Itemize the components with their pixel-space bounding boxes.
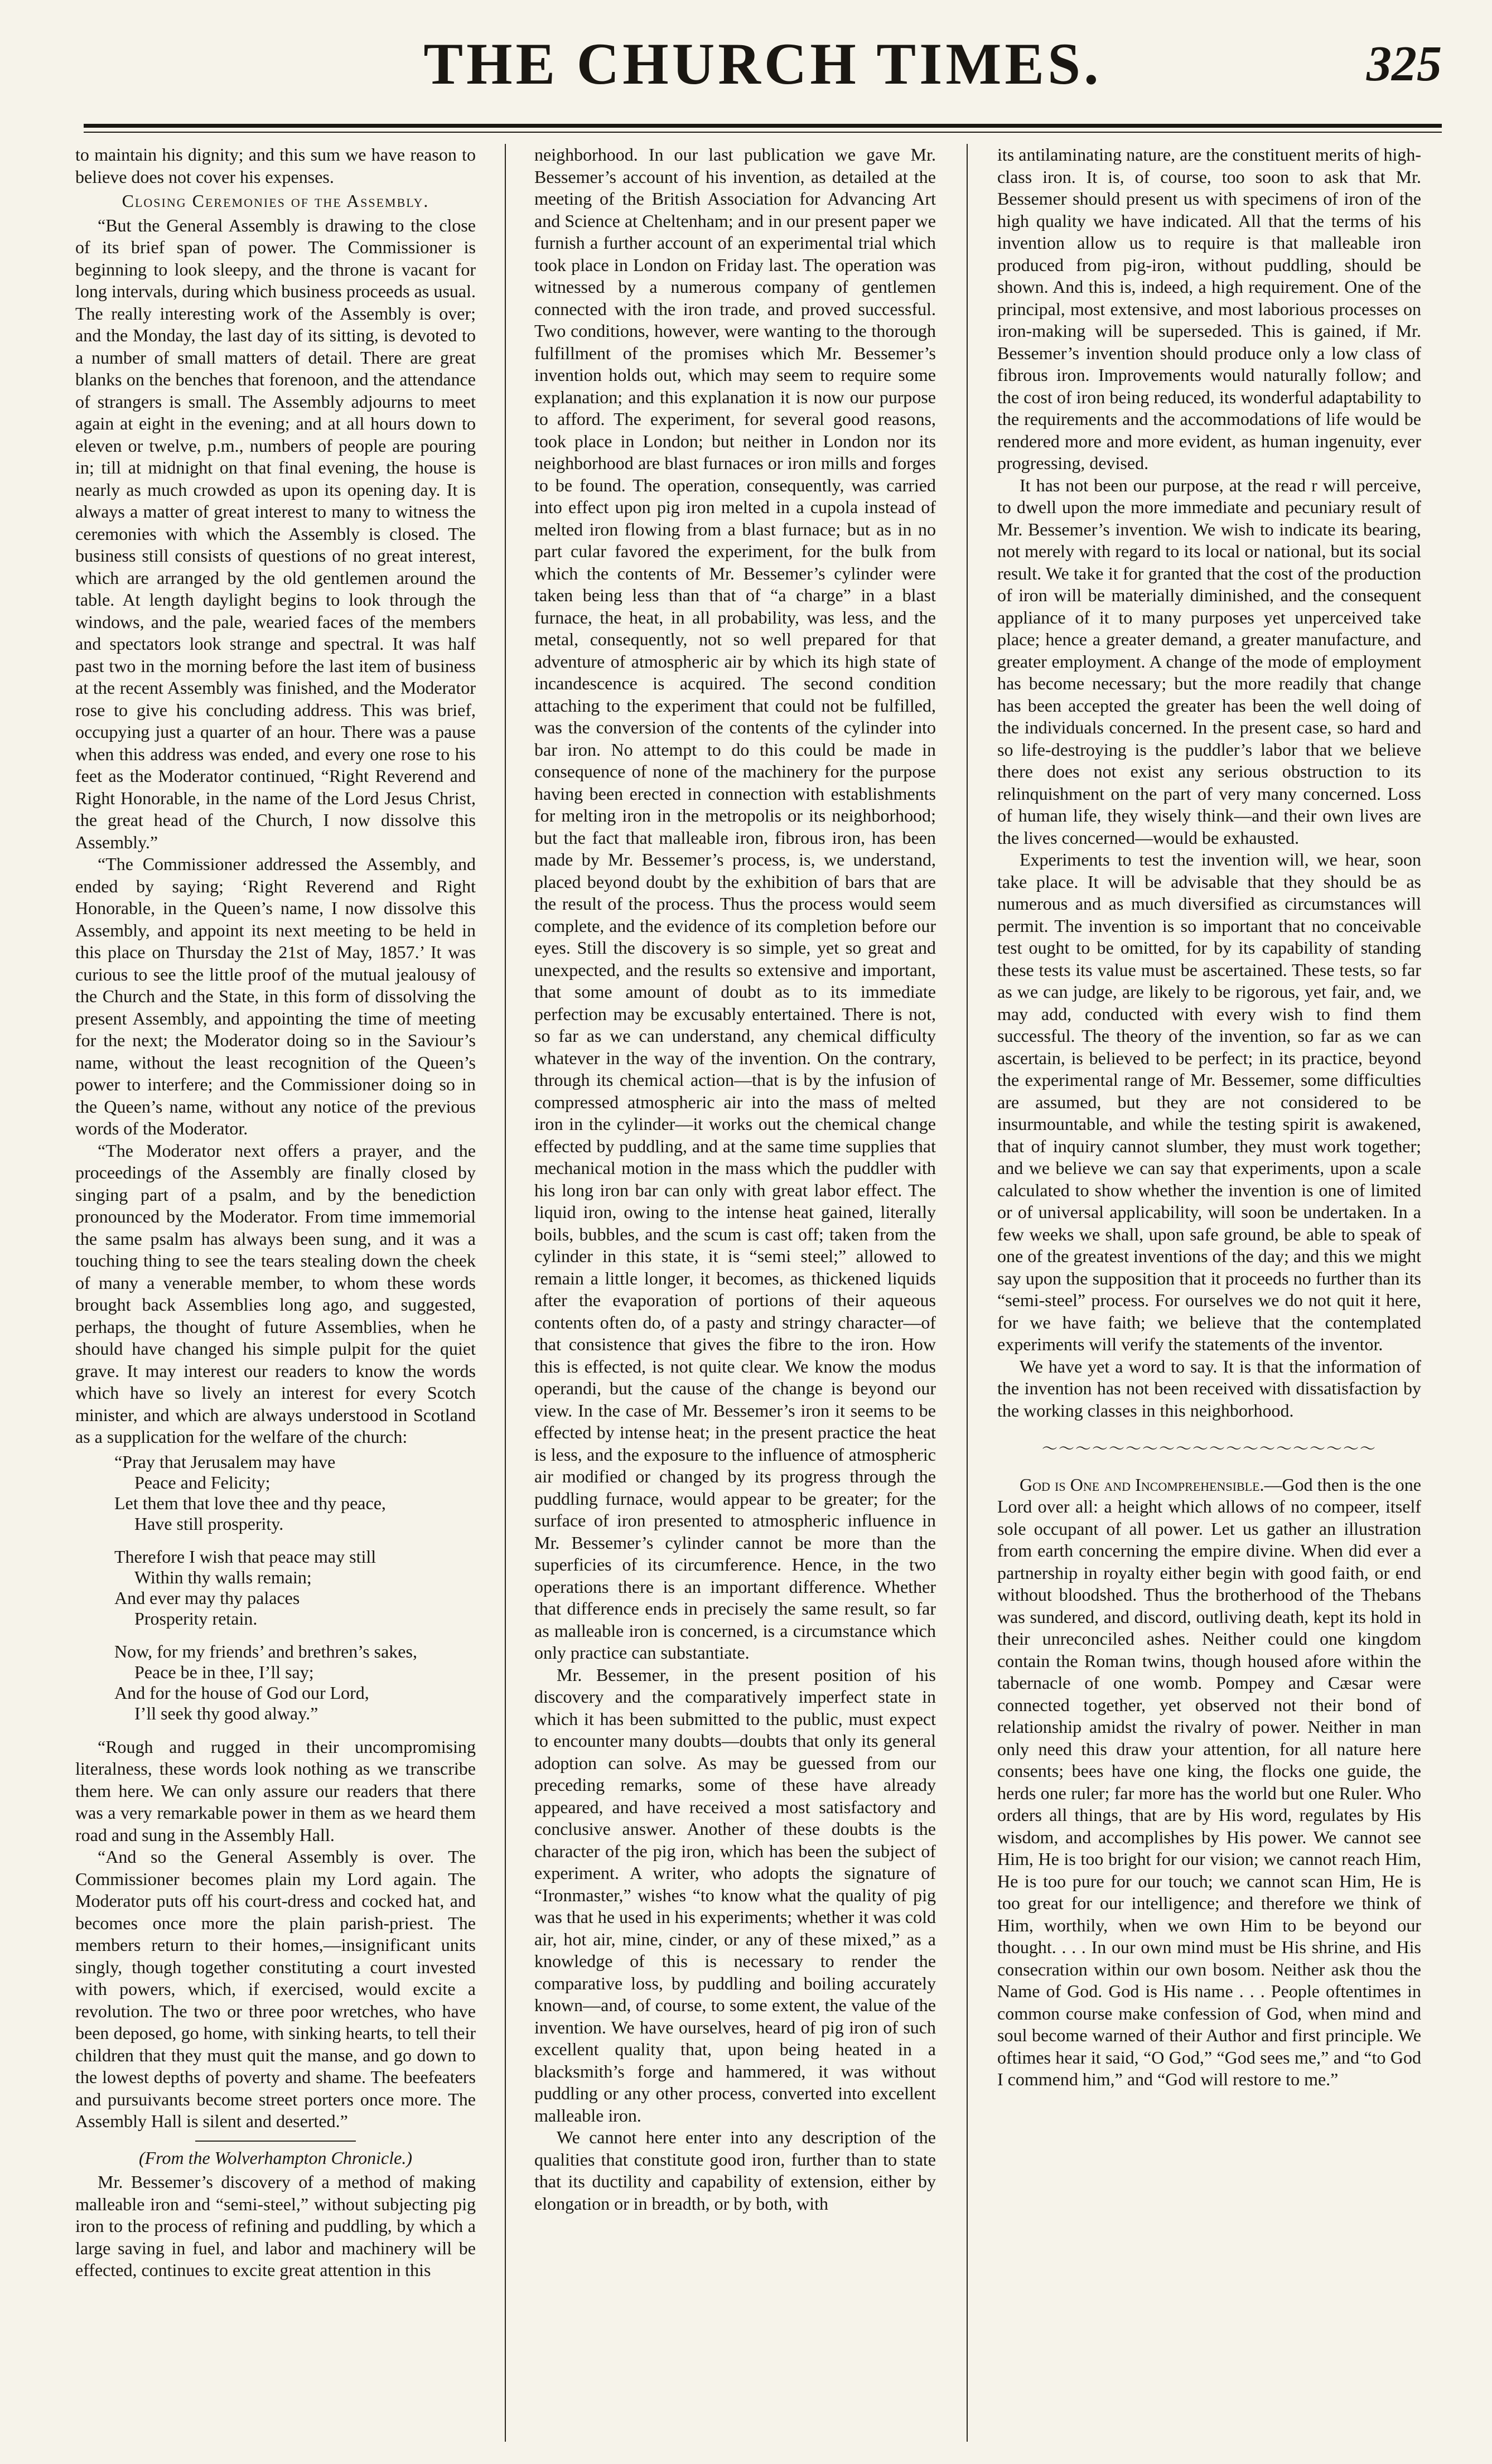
verse-line: Peace be in thee, I’ll say;: [134, 1661, 314, 1682]
paragraph: “The Moderator next offers a prayer, and the proceedings of the Assembly are finally closed by singing part of a psalm, and by the benediction pronounced by the Moderator. From time immemorial the same psalm has always been sung, and it was a touching thing to see the tears stealing down the cheek of many a venerable member, to whom these words brought back Assemblies long ago, and suggested, perhaps, the thought of future Assemblies, when he should have changed his simple pulpit for the quiet grave. It may interest our readers to know the words which have so lively an interest for every Scotch minister, and which are always understood in Scotland as a supplication for the welfare of the church:: [75, 1140, 476, 1447]
verse-line: Now, for my friends’ and brethren’s sakes,: [114, 1641, 417, 1661]
verse-line: I’ll seek thy good alway.”: [134, 1703, 318, 1723]
psalm-verse: [114, 1452, 476, 1724]
stanza: [114, 1641, 476, 1724]
paragraph: its antilaminating nature, are the constituent merits of high-class iron. It is, of course, too soon to ask that Mr. Bessemer should present us with specimens of iron of the high quality we have indicated. All that the terms of his invention allow us to require is that malleable iron produced from pig-iron, without puddling, should be shown. And this is, indeed, a high requirement. One of the principal, most extensive, and most laborious processes on iron-making will be superseded. This is gained, if Mr. Bessemer’s invention should produce only a low class of fibrous iron. Improvements would naturally follow; and the cost of iron being reduced, its wonderful adaptability to the requirements and the accommodations of life would be rendered more and more evident, as human ingenuity, ever progressing, devised.: [997, 144, 1421, 473]
source-rule: [195, 2141, 355, 2142]
paragraph: Mr. Bessemer’s discovery of a method of making malleable iron and “semi-steel,” without subjecting pig iron to the process of refining and puddling, by which a large saving in fuel, and labor and machinery will be effected, continues to excite great attention in this: [75, 2172, 476, 2280]
paragraph: neighborhood. In our last publication we gave Mr. Bessemer’s account of his invention, as detailed at the meeting of the British Association for Advancing Art and Science at Cheltenham; and in our present paper we furnish a further account of an experimental trial which took place in London on Friday last. The operation was witnessed by a numerous company of gentlemen connected with the iron trade, and proved successful. Two conditions, however, were wanting to the thorough fulfillment of the promises which Mr. Bessemer’s invention holds out, which may seem to require some explanation; and this explanation it is now our purpose to afford. The experiment, for several good reasons, took place in London; but neither in London nor its neighborhood are blast furnaces or iron mills and forges to be found. The operation, consequently, was carried into effect upon pig iron melted in a cupola instead of melted iron flowing from a blast furnace; but as in no part cular favored the experiment, for the bulk from which the contents of Mr. Bessemer’s cylinder were taken being less than that of “a charge” in a blast furnace, the heat, in all probability, was less, and the metal, consequently, not so well prepared for that adventure of atmospheric air by which its high state of incandescence is acquired. The second condition attaching to the experiment that could not be fulfilled, was the conversion of the contents of the cylinder into bar iron. No attempt to do this could be made in consequence of none of the machinery for the purpose having been erected in connection with establishments for melting iron in the metropolis or its neighborhood; but the fact that malleable iron, fibrous iron, has been made by Mr. Bessemer’s process, is, we understand, placed beyond doubt by the exhibition of bars that are the result of the process. Thus the process would seem complete, and the evidence of its completion before our eyes. Still the discovery is so simple, yet so great and unexpected, and the results so extensive and important, that some amount of doubt as to its immediate perfection may be excusably entertained. There is not, so far as we can understand, any chemical difficulty whatever in the way of the invention. On the contrary, through its chemical action—that is by the infusion of compressed atmospheric air into the mass of melted iron in the cylinder—it works out the chemical change effected by puddling, and at the same time supplies that mechanical motion in the mass which the puddler with his long iron bar can only with great labor effect. The liquid iron, owing to the intense heat gained, literally boils, bubbles, and the scum is cast off; taken from the cylinder in this state, it is “semi steel;” allowed to remain a little longer, it becomes, as thickened liquids after the evaporation of portions of their aqueous contents often do, of a pasty and stringy character—of that consistence that gives the fibre to the iron. How this is effected, is not quite clear. We know the modus operandi, but the cause of the change is beyond our view. In the case of Mr. Bessemer’s iron it seems to be effected by intense heat; in the present practice the heat is less, and the exposure to the influence of atmospheric air modified or changed by its progress through the puddling furnace, would appear to be greater; for the surface of iron presented to atmospheric influence in Mr. Bessemer’s cylinder cannot be more than the superficies of its circumference. Hence, in the two operations there is an important difference. Whether that difference ends in precisely the same result, so far as malleable iron is concerned, is a circumstance which only practice can substantiate.: [534, 144, 936, 1663]
masthead: [84, 22, 1442, 106]
masthead-rule-thick: [84, 124, 1442, 128]
verse-line: “Pray that Jerusalem may have: [114, 1451, 336, 1472]
paragraph: to maintain his dignity; and this sum we have reason to believe does not cover his expenses.: [75, 144, 476, 187]
stanza: [114, 1547, 476, 1629]
verse-line: Let them that love thee and thy peace,: [114, 1492, 386, 1513]
wavy-divider: 〜〜〜〜〜〜〜〜〜〜〜〜〜〜〜〜〜〜〜〜: [1041, 1441, 1377, 1458]
section-heading: Closing Ceremonies of the Assembly.: [122, 191, 429, 211]
column-1: [75, 144, 476, 2447]
verse-line: And for the house of God our Lord,: [114, 1682, 369, 1703]
paragraph: We have yet a word to say. It is that the information of the invention has not been received with dissatisfaction by the working classes in this neighborhood.: [997, 1356, 1421, 1421]
verse-line: Therefore I wish that peace may still: [114, 1546, 376, 1567]
column-divider-1: [505, 144, 506, 2442]
paragraph: [997, 1474, 1421, 2091]
article-text: —God then is the one Lord over all: a height which allows of no compeer, itself sole occupant of all power. Let us gather an illustration from earth concerning the empire divine. When did ever a partnership in royalty either begin with good faith, or end without bloodshed. Thus the brotherhood of the Thebans was sundered, and discord, outliving death, kept its hold in their unreconciled ashes. Neither could one kingdom contain the Roman twins, though housed afore within the tabernacle of one womb. Pompey and Cæsar were connected together, yet observed not their bond of relationship amidst the rivalry of power. Neither in man only need this draw your attention, for all nature here consents; bees have one king, the flocks one guide, the herds one ruler; far more has the world but one Ruler. Who orders all things, that are by His word, regulates by His wisdom, and accomplishes by His power. We cannot see Him, He is too bright for our vision; we cannot reach Him, He is too pure for our touch; we cannot scan Him, He is too great for our intelligence; and therefore we think of Him, worthily, when we own Him to be beyond our thought. . . . In our own mind must be His shrine, and His consecration within our own bosom. Neither ask thou the Name of God. God is His name . . . People oftentimes in common course make confession of God, when mind and soul become warned of their Author and first principle. We oftimes hear it said, “O God,” “God sees me,” and “to God I commend him,” and “God will restore to me.”: [997, 1474, 1421, 2089]
paragraph: “Rough and rugged in their uncompromising literalness, these words look nothing as we transcribe them here. We can only assure our readers that there was a very remarkable power in them as we heard them road and sung in the Assembly Hall.: [75, 1736, 476, 1845]
newspaper-title: THE CHURCH TIMES.: [423, 31, 1102, 96]
stanza: [114, 1452, 476, 1534]
column-3: [997, 144, 1421, 2447]
page-number: 325: [1367, 36, 1442, 91]
verse-line: Within thy walls remain;: [134, 1567, 312, 1587]
paragraph: Mr. Bessemer, in the present position of his discovery and the comparatively imperfect state in which it has been submitted to the public, must expect to encounter many doubts—doubts that only its general adoption can solve. As may be guessed from our preceding remarks, some of these have already appeared, and have received a most satisfactory and conclusive answer. Another of these doubts is the character of the pig iron, which has been the subject of experiment. A writer, who adopts the signature of “Ironmaster,” wishes “to know what the quality of pig was that he used in his experiments; whether it was cold air, hot air, mine, cinder, or any of these mixed,” as a knowledge of this is necessary to render the comparative loss, by puddling and boiling accurately known—and, of course, to some extent, the value of the invention. We have ourselves, heard of pig iron of such excellent quality that, upon being heated in a blacksmith’s forge and hammered, it was without puddling or any other process, converted into excellent malleable iron.: [534, 1664, 936, 2125]
masthead-rule-thin: [84, 132, 1442, 133]
column-divider-2: [967, 144, 968, 2442]
paragraph: It has not been our purpose, at the read r will perceive, to dwell upon the more immediate and pecuniary result of Mr. Bessemer’s invention. We wish to indicate its bearing, not merely with regard to its local or national, but its social result. We take it for granted that the cost of the production of iron will be materially diminished, and the consequent appliance of it to many purposes yet unperceived take place; hence a greater demand, a greater manufacture, and greater employment. A change of the mode of employment has become necessary; but the more readily that change has been accepted the greater has been the well doing of the individuals concerned. In the present case, so hard and so life-destroying is the puddler’s labor that we believe there does not exist any serious obstruction to its relinquishment on the part of very many concerned. Loss of human life, they wisely think—and their own lives are the lives concerned—would be exhausted.: [997, 475, 1421, 848]
paragraph: We cannot here enter into any description of the qualities that constitute good iron, further than to state that its ductility and capability of extension, either by elongation or in breadth, or by both, with: [534, 2127, 936, 2214]
paragraph: “The Commissioner addressed the Assembly, and ended by saying; ‘Right Reverend and Right Honorable, in the Queen’s name, I now dissolve this Assembly, and appoint its next meeting to be held in this place on Thursday the 21st of May, 1857.’ It was curious to see the little proof of the mutual jealousy of the Church and the State, in this form of dissolving the present Assembly, and appointing the time of meeting for the next; the Moderator doing so in the Saviour’s name, without the least recognition of the Queen’s power to interfere; and the Commissioner doing so in the Queen’s name, without any notice of the previous words of the Moderator.: [75, 854, 476, 1138]
verse-line: Prosperity retain.: [134, 1608, 258, 1629]
verse-line: And ever may thy palaces: [114, 1587, 300, 1608]
paragraph: “And so the General Assembly is over. The Commissioner becomes plain my Lord again. The Moderator puts off his court-dress and cocked hat, and becomes once more the plain parish-priest. The members return to their homes,—insignificant units singly, though together constituting a court invested with powers, which, if exercised, would excite a revolution. The two or three poor wretches, who have been deposed, go home, with sinking hearts, to tell their children that they must quit the manse, and go down to the lowest depths of poverty and shame. The beefeaters and pursuivants become street porters once more. The Assembly Hall is silent and deserted.”: [75, 1847, 476, 2131]
article-heading: God is One and Incomprehensible.: [1020, 1474, 1264, 1495]
paragraph: “But the General Assembly is drawing to the close of its brief span of power. The Commissioner is beginning to look sleepy, and the throne is vacant for long intervals, during which business proceeds as usual. The really interesting work of the Assembly is over; and the Monday, the last day of its sitting, is devoted to a number of small matters of detail. There are great blanks on the benches that forenoon, and the attendance of strangers is small. The Assembly adjourns to meet again at eight in the evening; and at all hours down to eleven or twelve, p.m., numbers of people are pouring in; till at midnight on that final evening, the house is nearly as much crowded as upon its opening day. It is always a matter of great interest to many to witness the ceremonies with which the Assembly is closed. The business still consists of questions of no great interest, which are arranged by the old gentlemen around the table. At length daylight begins to look through the windows, and the pale, wearied faces of the members and spectators look strange and spectral. It was half past two in the morning before the last item of business at the recent Assembly was finished, and the Moderator rose to give his concluding address. This was brief, occupying just a quarter of an hour. There was a pause when this address was ended, and every one rose to his feet as the Moderator continued, “Right Reverend and Right Honorable, in the name of the Lord Jesus Christ, the great head of the Church, I now dissolve this Assembly.”: [75, 215, 476, 852]
verse-line: Have still prosperity.: [134, 1513, 284, 1534]
verse-line: Peace and Felicity;: [134, 1472, 271, 1492]
source-credit: (From the Wolverhampton Chronicle.): [138, 2147, 412, 2168]
column-2: [534, 144, 936, 2447]
paragraph: Experiments to test the invention will, we hear, soon take place. It will be advisable that they should be as numerous and as much diversified as circumstances will permit. The invention is so important that no conceivable test ought to be omitted, for by its capability of standing these tests its value must be ascertained. These tests, so far as we can judge, are likely to be rigorous, yet fair, and, we may add, conducted with every wish to find them successful. The theory of the invention, so far as we can ascertain, is believed to be perfect; in its practice, beyond the experimental range of Mr. Bessemer, some difficulties are assumed, but they are not considered to be insurmountable, and while the testing spirit is awakened, that of inquiry cannot slumber, they must work together; and we believe we can say that experiments, upon a scale calculated to show whether the invention is one of limited or of universal applicability, will soon be undertaken. In a few weeks we shall, upon safe ground, be able to speak of one of the greatest inventions of the day; and this we might say upon the supposition that it proceeds no further than its “semi-steel” process. For ourselves we do not quit it here, for we have faith; we believe that the contemplated experiments will verify the statements of the inventor.: [997, 849, 1421, 1354]
